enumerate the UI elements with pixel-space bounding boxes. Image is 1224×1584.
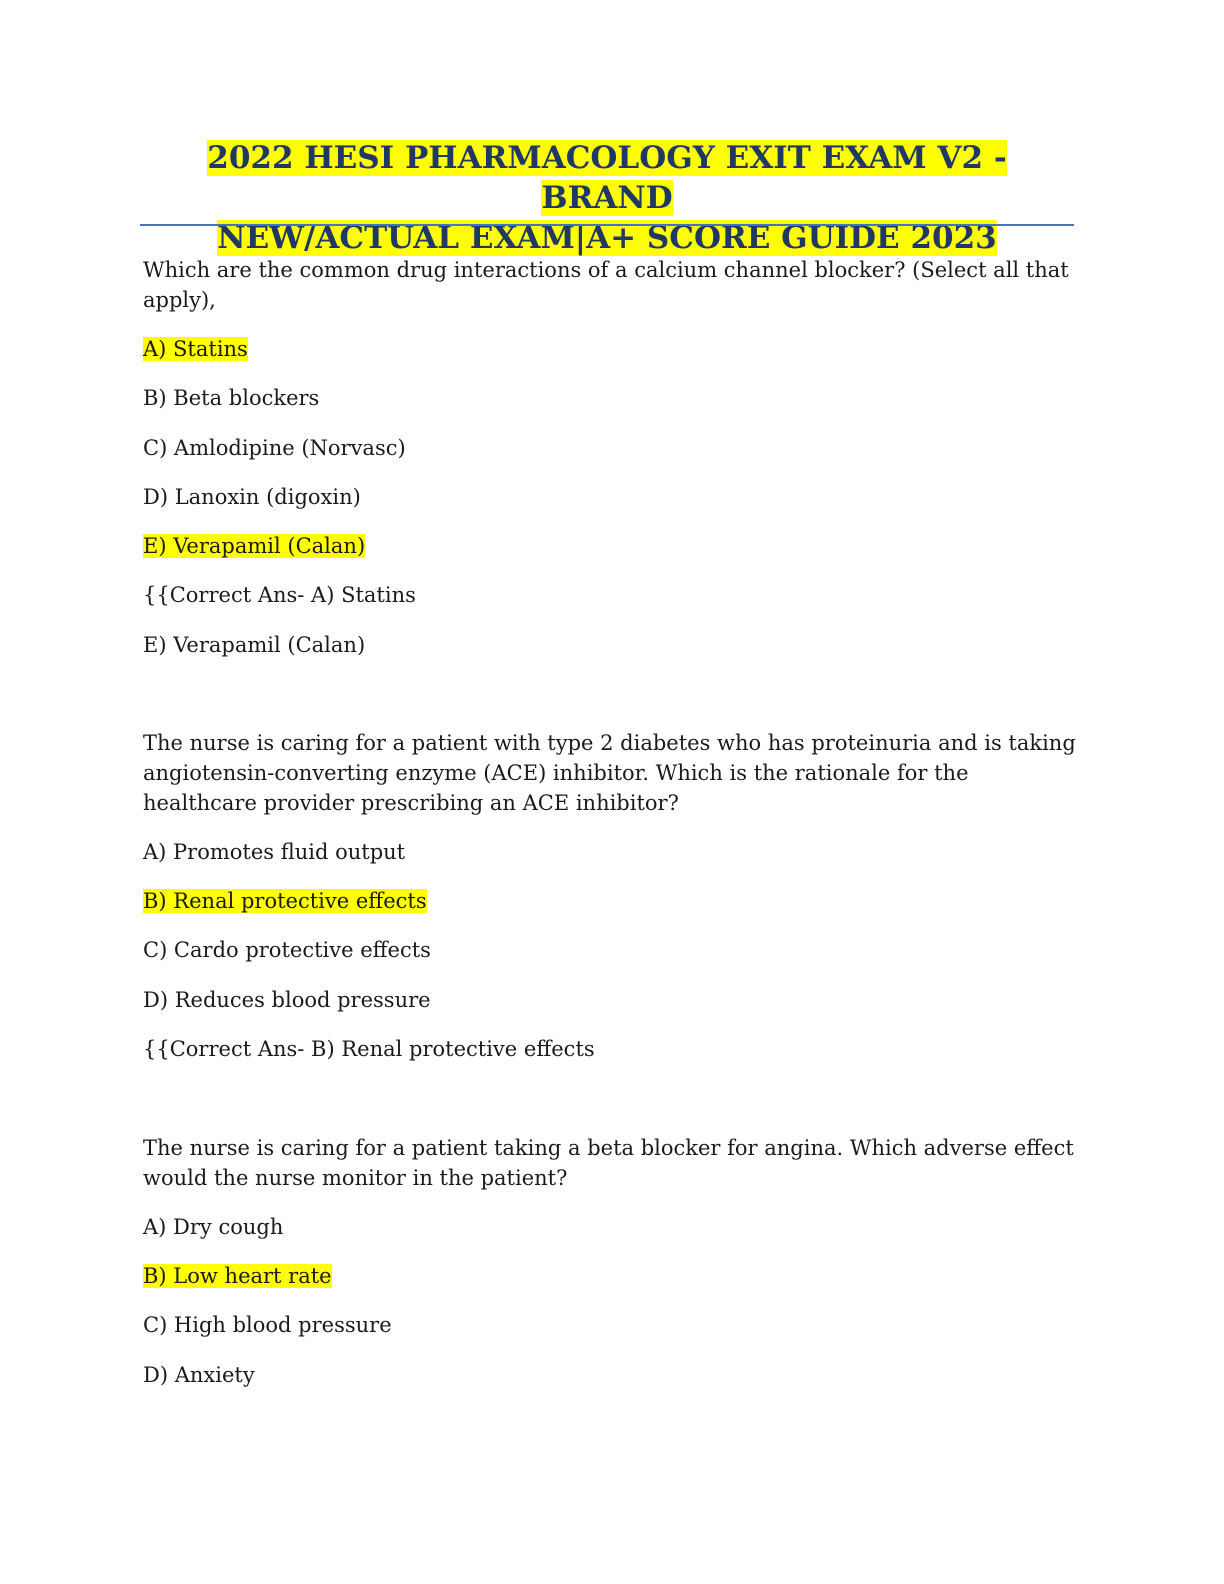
question-3-stem [143, 1133, 1083, 1193]
page-title [140, 138, 1074, 258]
question-2-stem-line-1: The nurse is caring for a patient with type 2 diabetes who has proteinuria and is taking [143, 731, 1076, 755]
option-text: D) Reduces blood pressure [143, 988, 431, 1012]
question-2-option-a [143, 837, 1083, 867]
question-1-answer-line-2 [143, 630, 1083, 660]
question-3-option-b [143, 1261, 1083, 1291]
question-1-answer-line-1 [143, 580, 1083, 610]
option-text: D) Lanoxin (digoxin) [143, 485, 361, 509]
option-text: A) Promotes fluid output [143, 840, 406, 864]
question-1-option-d [143, 482, 1083, 512]
question-2-answer [143, 1034, 1083, 1064]
question-2-stem-line-3: healthcare provider prescribing an ACE inhibitor? [143, 791, 679, 815]
option-text: E) Verapamil (Calan) [143, 534, 366, 558]
question-1-stem [143, 255, 1083, 315]
question-1-option-c [143, 433, 1083, 463]
question-3-stem-line-2: would the nurse monitor in the patient? [143, 1166, 568, 1190]
option-text: B) Low heart rate [143, 1264, 332, 1288]
answer-text: {{Correct Ans- B) Renal protective effects [143, 1037, 595, 1061]
question-2-option-c [143, 935, 1083, 965]
question-3-option-a [143, 1212, 1083, 1242]
option-text: A) Dry cough [143, 1215, 284, 1239]
question-1-stem-line-1: Which are the common drug interactions of a calcium channel blocker? (Select all that [143, 258, 1069, 282]
option-text: C) High blood pressure [143, 1313, 392, 1337]
option-text: B) Renal protective effects [143, 889, 427, 913]
option-text: C) Cardo protective effects [143, 938, 431, 962]
question-1-option-e [143, 531, 1083, 561]
title-divider [140, 224, 1074, 226]
option-text: D) Anxiety [143, 1363, 255, 1387]
question-3-stem-line-1: The nurse is caring for a patient taking a beta blocker for angina. Which adverse effect [143, 1136, 1074, 1160]
question-2-stem [143, 728, 1083, 818]
answer-text: E) Verapamil (Calan) [143, 633, 366, 657]
question-3-option-c [143, 1310, 1083, 1340]
question-2-stem-line-2: angiotensin-converting enzyme (ACE) inhibitor. Which is the rationale for the [143, 761, 969, 785]
question-2-option-d [143, 985, 1083, 1015]
option-text: B) Beta blockers [143, 386, 320, 410]
question-1-option-b [143, 383, 1083, 413]
question-3-option-d [143, 1360, 1083, 1390]
option-text: C) Amlodipine (Norvasc) [143, 436, 406, 460]
question-1-stem-line-2: apply), [143, 288, 216, 312]
title-line-2: NEW/ACTUAL EXAM|A+ SCORE GUIDE 2023 [217, 220, 997, 256]
title-line-1: 2022 HESI PHARMACOLOGY EXIT EXAM V2 - BRAND [207, 140, 1007, 216]
answer-text: {{Correct Ans- A) Statins [143, 583, 416, 607]
question-1-option-a [143, 334, 1083, 364]
option-text: A) Statins [143, 337, 248, 361]
question-2-option-b [143, 886, 1083, 916]
